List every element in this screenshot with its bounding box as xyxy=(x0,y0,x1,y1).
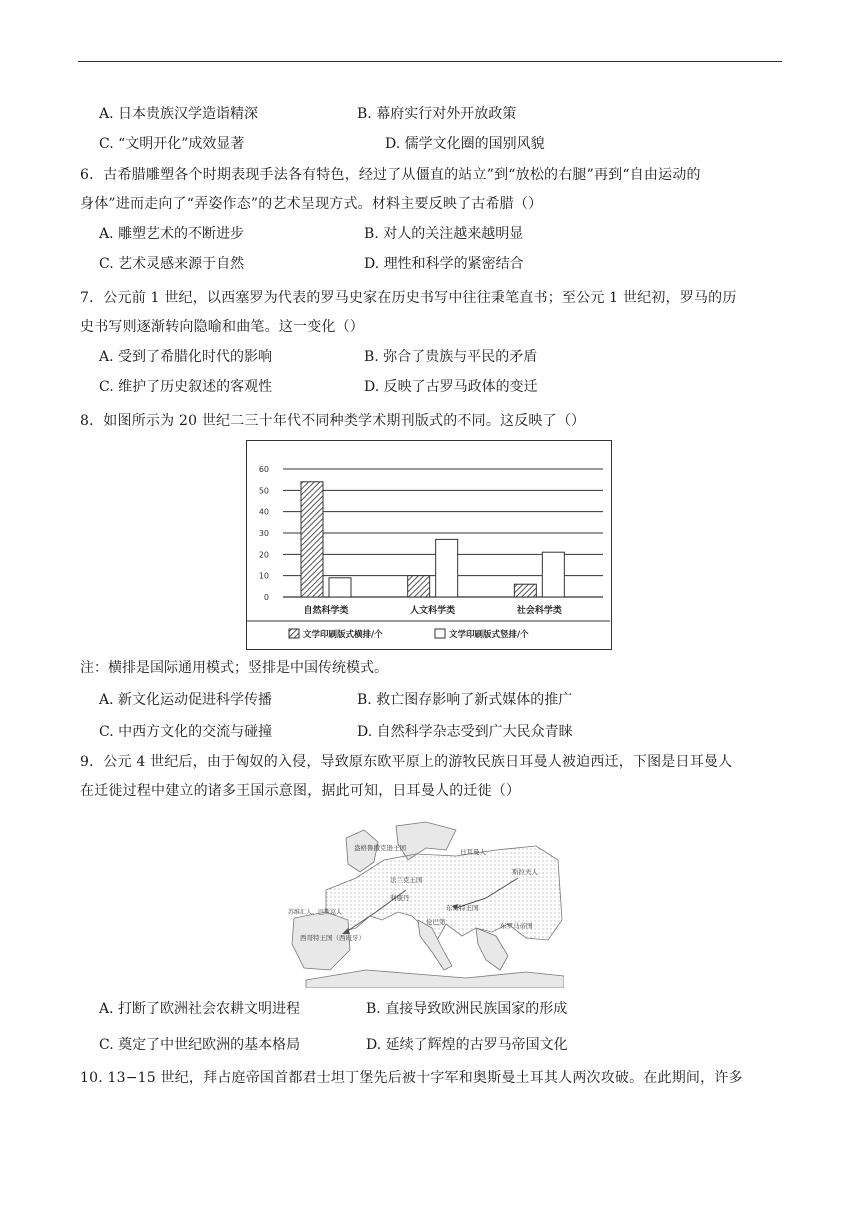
q5-option-c[interactable]: C. “文明开化”成效显著 xyxy=(99,136,245,152)
x-category-label: 社会科学类 xyxy=(516,606,562,616)
map-label-i: 苏维汇人、巴斯克人 xyxy=(288,909,343,916)
x-category-label: 自然科学类 xyxy=(303,606,349,616)
q7-stem-line2: 史书写则逐渐转向隐喻和曲笔。这一变化（） xyxy=(80,319,364,335)
q9-stem-line1: 9．公元 4 世纪后，由于匈奴的入侵，导致原东欧平原上的游牧民族日耳曼人被迫西迁，下图是日耳曼人 xyxy=(80,754,733,770)
q8-stem: 8．如图所示为 20 世纪二三十年代不同种类学术期刊版式的不同。这反映了（） xyxy=(80,413,586,429)
q8-option-d[interactable]: D. 自然科学杂志受到广大民众青睐 xyxy=(357,724,573,740)
q7-option-d[interactable]: D. 反映了古罗马政体的变迁 xyxy=(364,379,538,395)
map-label-f: 东罗马帝国 xyxy=(500,922,533,930)
y-tick-label: 0 xyxy=(263,593,269,602)
q7-option-b[interactable]: B. 弥合了贵族与平民的矛盾 xyxy=(364,349,538,365)
map-label-j: 伦巴第 xyxy=(426,918,446,926)
germanic-kingdoms-map xyxy=(286,820,564,988)
map-label-h: 日耳曼人 xyxy=(460,848,486,856)
header-rule xyxy=(78,61,782,62)
y-tick-label: 50 xyxy=(258,486,269,496)
bar-chart-svg xyxy=(247,441,610,648)
q9-option-b[interactable]: B. 直接导致欧洲民族国家的形成 xyxy=(366,1001,568,1017)
q6-option-a[interactable]: A. 雕塑艺术的不断进步 xyxy=(99,226,245,242)
q6-stem-line2: 身体”进而走向了“弄姿作态”的艺术呈现方式。材料主要反映了古希腊（） xyxy=(80,196,543,212)
map-svg xyxy=(286,820,564,988)
bar-vertical xyxy=(329,578,351,597)
y-tick-label: 10 xyxy=(258,571,269,581)
q6-option-c[interactable]: C. 艺术灵感来源于自然 xyxy=(99,256,245,272)
x-category-label: 人文科学类 xyxy=(410,606,456,616)
map-label-b: 法兰克王国 xyxy=(390,876,423,884)
q8-note: 注：横排是国际通用模式；竖排是中国传统模式。 xyxy=(80,660,388,676)
y-tick-label: 20 xyxy=(258,550,269,560)
y-tick-label: 60 xyxy=(258,465,269,474)
y-tick-label: 40 xyxy=(258,507,269,517)
bar-vertical xyxy=(436,539,458,597)
q8-option-a[interactable]: A. 新文化运动促进科学传播 xyxy=(99,692,273,708)
q8-option-b[interactable]: B. 救亡图存影响了新式媒体的推广 xyxy=(357,692,573,708)
map-label-d: 西哥特王国（西班牙） xyxy=(300,934,365,942)
bar-horizontal xyxy=(408,576,430,597)
q5-option-b[interactable]: B. 幕府实行对外开放政策 xyxy=(357,106,517,122)
q5-option-a[interactable]: A. 日本贵族汉学造诣精深 xyxy=(99,106,259,122)
q9-stem-line2: 在迁徙过程中建立的诸多王国示意图，据此可知，日耳曼人的迁徙（） xyxy=(80,783,521,799)
q9-option-c[interactable]: C. 奠定了中世纪欧洲的基本格局 xyxy=(99,1037,301,1053)
bar-horizontal xyxy=(301,482,323,597)
map-label-a: 盎格鲁撒克逊王国 xyxy=(354,844,406,852)
bar-chart xyxy=(246,440,612,650)
q8-option-c[interactable]: C. 中西方文化的交流与碰撞 xyxy=(99,724,273,740)
map-label-e: 东哥特王国 xyxy=(446,904,479,912)
legend-swatch xyxy=(435,629,445,638)
q7-option-a[interactable]: A. 受到了希腊化时代的影响 xyxy=(99,349,273,365)
legend-label: 文学印刷版式横排/个 xyxy=(303,630,383,640)
q6-stem-line1: 6．古希腊雕塑各个时期表现手法各有特色，经过了从僵直的站立”到“放松的右腿”再到“自由运动的 xyxy=(80,167,701,183)
q9-option-d[interactable]: D. 延续了辉煌的古罗马帝国文化 xyxy=(366,1037,568,1053)
q6-option-d[interactable]: D. 理性和科学的紧密结合 xyxy=(364,256,524,272)
q7-stem-line1: 7．公元前 1 世纪，以西塞罗为代表的罗马史家在历史书写中往往秉笔直书；至公元 1 世纪初，罗马的历 xyxy=(80,290,737,306)
map-label-g: 斯拉夫人 xyxy=(512,868,538,876)
legend-swatch xyxy=(289,629,299,638)
q6-option-b[interactable]: B. 对人的关注越来越明显 xyxy=(364,226,524,242)
map-label-c: 利康丹 xyxy=(390,894,410,902)
bar-horizontal xyxy=(514,584,536,597)
q5-option-d[interactable]: D. 儒学文化圈的国别风貌 xyxy=(385,136,545,152)
q10-stem-line1: 10. 13−15 世纪，拜占庭帝国首都君士坦丁堡先后被十字军和奥斯曼土耳其人两次攻破。在此期间，许多 xyxy=(80,1070,743,1086)
q7-option-c[interactable]: C. 维护了历史叙述的客观性 xyxy=(99,379,273,395)
y-tick-label: 30 xyxy=(258,529,269,538)
bar-vertical xyxy=(542,552,564,597)
q9-option-a[interactable]: A. 打断了欧洲社会农耕文明进程 xyxy=(99,1001,301,1017)
legend-label: 文学印刷版式竖排/个 xyxy=(449,630,529,640)
